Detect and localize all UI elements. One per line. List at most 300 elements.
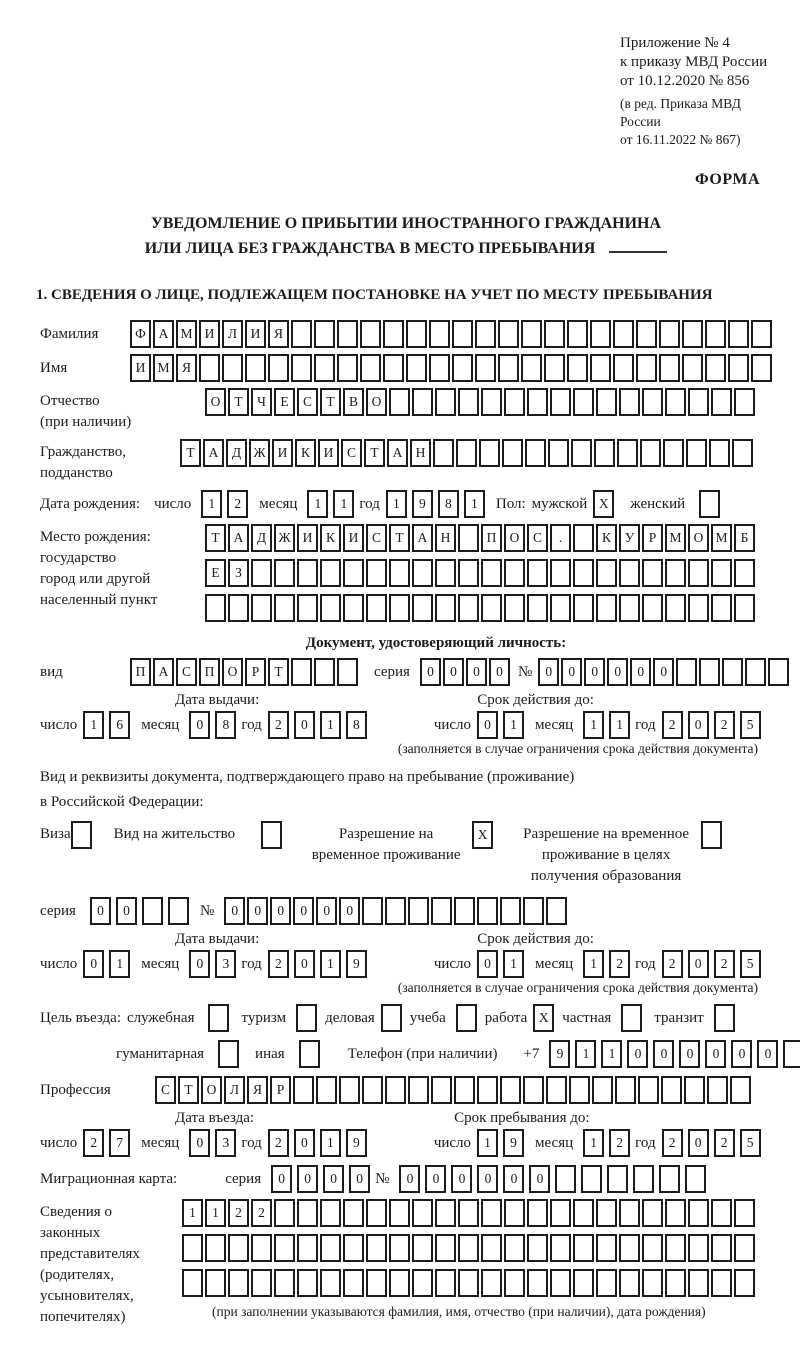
char-cell[interactable] [251,559,272,587]
char-cell[interactable] [274,1234,295,1262]
char-cell[interactable]: 0 [399,1165,420,1193]
char-cell[interactable]: 0 [538,658,559,686]
char-cell[interactable]: Ж [249,439,270,467]
char-cell[interactable] [205,1269,226,1297]
char-cell[interactable] [705,320,726,348]
char-cell[interactable]: 0 [294,950,315,978]
char-cell[interactable] [479,439,500,467]
char-cell[interactable] [617,439,638,467]
char-cell[interactable]: К [295,439,316,467]
char-cell[interactable]: Т [205,524,226,552]
char-cell[interactable] [709,439,730,467]
char-cell[interactable] [343,594,364,622]
char-cell[interactable]: 1 [201,490,222,518]
char-cell[interactable] [291,354,312,382]
char-cell[interactable]: 5 [740,711,761,739]
char-cell[interactable]: Р [245,658,266,686]
char-cell[interactable] [734,388,755,416]
char-cell[interactable] [544,320,565,348]
char-cell[interactable] [366,1269,387,1297]
char-cell[interactable]: 8 [346,711,367,739]
char-cell[interactable]: У [619,524,640,552]
char-cell[interactable] [615,1076,636,1104]
char-cell[interactable] [504,559,525,587]
char-cell[interactable] [458,1269,479,1297]
char-cell[interactable] [527,1199,548,1227]
char-cell[interactable] [619,1199,640,1227]
char-cell[interactable] [550,594,571,622]
char-cell[interactable] [343,1269,364,1297]
char-cell[interactable] [222,354,243,382]
char-cell[interactable] [320,594,341,622]
char-cell[interactable] [297,1199,318,1227]
char-cell[interactable] [385,1076,406,1104]
char-cell[interactable] [297,1269,318,1297]
char-cell[interactable] [458,524,479,552]
char-cell[interactable] [642,1269,663,1297]
char-cell[interactable]: 0 [584,658,605,686]
char-cell[interactable]: 2 [609,1129,630,1157]
char-cell[interactable] [676,658,697,686]
char-cell[interactable] [527,388,548,416]
char-cell[interactable] [633,1165,654,1193]
char-cell[interactable]: 8 [438,490,459,518]
char-cell[interactable]: 2 [227,490,248,518]
char-cell[interactable]: Е [274,388,295,416]
char-cell[interactable] [745,658,766,686]
char-cell[interactable]: 0 [529,1165,550,1193]
char-cell[interactable] [688,1199,709,1227]
char-cell[interactable]: Л [224,1076,245,1104]
char-cell[interactable] [458,594,479,622]
char-cell[interactable]: 2 [83,1129,104,1157]
char-cell[interactable]: 0 [189,1129,210,1157]
char-cell[interactable] [573,388,594,416]
char-cell[interactable] [596,1234,617,1262]
char-cell[interactable] [245,354,266,382]
char-cell[interactable] [619,594,640,622]
char-cell[interactable] [573,1234,594,1262]
char-cell[interactable] [429,354,450,382]
char-cell[interactable]: 0 [451,1165,472,1193]
char-cell[interactable]: Т [178,1076,199,1104]
checkbox-cell[interactable] [714,1004,735,1032]
char-cell[interactable] [555,1165,576,1193]
char-cell[interactable]: И [130,354,151,382]
char-cell[interactable] [523,897,544,925]
char-cell[interactable] [527,1269,548,1297]
char-cell[interactable] [527,594,548,622]
char-cell[interactable]: И [343,524,364,552]
char-cell[interactable] [435,388,456,416]
char-cell[interactable]: 2 [228,1199,249,1227]
char-cell[interactable] [732,439,753,467]
char-cell[interactable]: 5 [740,950,761,978]
char-cell[interactable]: Т [320,388,341,416]
char-cell[interactable] [638,1076,659,1104]
char-cell[interactable]: 0 [503,1165,524,1193]
char-cell[interactable]: М [153,354,174,382]
char-cell[interactable] [320,559,341,587]
char-cell[interactable] [596,1199,617,1227]
char-cell[interactable]: 2 [609,950,630,978]
checkbox-cell[interactable] [381,1004,402,1032]
char-cell[interactable] [452,320,473,348]
char-cell[interactable]: С [341,439,362,467]
char-cell[interactable] [500,897,521,925]
char-cell[interactable] [293,1076,314,1104]
checkbox-cell[interactable] [71,821,92,849]
char-cell[interactable] [734,1269,755,1297]
char-cell[interactable]: 9 [549,1040,570,1068]
char-cell[interactable] [360,354,381,382]
char-cell[interactable] [550,1234,571,1262]
char-cell[interactable] [274,1199,295,1227]
char-cell[interactable] [228,594,249,622]
char-cell[interactable]: О [504,524,525,552]
char-cell[interactable]: 2 [251,1199,272,1227]
char-cell[interactable] [343,559,364,587]
char-cell[interactable] [297,559,318,587]
char-cell[interactable] [297,1234,318,1262]
char-cell[interactable] [734,559,755,587]
char-cell[interactable]: 1 [575,1040,596,1068]
char-cell[interactable] [705,354,726,382]
char-cell[interactable] [688,1269,709,1297]
char-cell[interactable] [182,1234,203,1262]
char-cell[interactable] [389,559,410,587]
char-cell[interactable]: П [130,658,151,686]
char-cell[interactable] [366,559,387,587]
char-cell[interactable] [711,1199,732,1227]
char-cell[interactable] [728,354,749,382]
char-cell[interactable]: 2 [714,950,735,978]
char-cell[interactable] [682,320,703,348]
char-cell[interactable]: 1 [320,711,341,739]
char-cell[interactable]: Т [268,658,289,686]
char-cell[interactable]: Т [389,524,410,552]
char-cell[interactable] [412,1199,433,1227]
char-cell[interactable] [366,1234,387,1262]
char-cell[interactable] [475,354,496,382]
char-cell[interactable] [406,354,427,382]
char-cell[interactable] [481,388,502,416]
char-cell[interactable] [573,1199,594,1227]
char-cell[interactable] [619,388,640,416]
char-cell[interactable]: М [176,320,197,348]
char-cell[interactable] [642,559,663,587]
char-cell[interactable] [362,897,383,925]
char-cell[interactable]: 0 [270,897,291,925]
char-cell[interactable] [751,320,772,348]
char-cell[interactable] [707,1076,728,1104]
char-cell[interactable] [659,320,680,348]
char-cell[interactable] [569,1076,590,1104]
char-cell[interactable]: 0 [83,950,104,978]
char-cell[interactable] [502,439,523,467]
char-cell[interactable]: М [711,524,732,552]
char-cell[interactable]: 0 [425,1165,446,1193]
char-cell[interactable] [711,1269,732,1297]
char-cell[interactable] [573,559,594,587]
char-cell[interactable] [544,354,565,382]
char-cell[interactable] [596,388,617,416]
char-cell[interactable]: 1 [205,1199,226,1227]
char-cell[interactable]: 1 [477,1129,498,1157]
char-cell[interactable] [684,1076,705,1104]
char-cell[interactable]: Ф [130,320,151,348]
char-cell[interactable] [228,1269,249,1297]
char-cell[interactable] [699,658,720,686]
char-cell[interactable] [475,320,496,348]
char-cell[interactable]: 2 [714,711,735,739]
char-cell[interactable]: Я [247,1076,268,1104]
char-cell[interactable] [685,1165,706,1193]
char-cell[interactable]: С [297,388,318,416]
char-cell[interactable] [613,354,634,382]
char-cell[interactable] [571,439,592,467]
char-cell[interactable]: 9 [503,1129,524,1157]
char-cell[interactable] [477,897,498,925]
char-cell[interactable] [665,1234,686,1262]
char-cell[interactable]: Т [364,439,385,467]
checkbox-cell[interactable]: X [533,1004,554,1032]
char-cell[interactable] [525,439,546,467]
char-cell[interactable] [456,439,477,467]
char-cell[interactable] [682,354,703,382]
char-cell[interactable]: К [320,524,341,552]
char-cell[interactable]: 1 [307,490,328,518]
char-cell[interactable] [481,1199,502,1227]
char-cell[interactable] [343,1234,364,1262]
char-cell[interactable]: 1 [503,950,524,978]
char-cell[interactable] [431,897,452,925]
char-cell[interactable] [665,1199,686,1227]
char-cell[interactable] [435,1199,456,1227]
char-cell[interactable]: 6 [109,711,130,739]
char-cell[interactable] [389,388,410,416]
char-cell[interactable] [659,1165,680,1193]
char-cell[interactable]: 0 [627,1040,648,1068]
char-cell[interactable] [550,1199,571,1227]
char-cell[interactable] [642,388,663,416]
char-cell[interactable]: 2 [662,711,683,739]
char-cell[interactable] [665,559,686,587]
char-cell[interactable] [573,524,594,552]
char-cell[interactable] [481,594,502,622]
char-cell[interactable]: А [153,320,174,348]
char-cell[interactable]: 0 [90,897,111,925]
char-cell[interactable] [205,1234,226,1262]
char-cell[interactable] [383,320,404,348]
char-cell[interactable]: И [318,439,339,467]
char-cell[interactable] [452,354,473,382]
char-cell[interactable] [665,594,686,622]
char-cell[interactable] [642,1234,663,1262]
char-cell[interactable] [343,1199,364,1227]
char-cell[interactable] [504,1199,525,1227]
char-cell[interactable]: 0 [653,1040,674,1068]
char-cell[interactable] [636,354,657,382]
char-cell[interactable]: 1 [503,711,524,739]
char-cell[interactable] [454,1076,475,1104]
char-cell[interactable]: П [481,524,502,552]
checkbox-cell[interactable] [299,1040,320,1068]
char-cell[interactable]: 1 [320,1129,341,1157]
char-cell[interactable] [711,594,732,622]
char-cell[interactable] [412,594,433,622]
char-cell[interactable]: 2 [268,950,289,978]
char-cell[interactable] [251,594,272,622]
char-cell[interactable] [521,320,542,348]
char-cell[interactable]: 0 [679,1040,700,1068]
char-cell[interactable]: 1 [601,1040,622,1068]
checkbox-cell[interactable] [621,1004,642,1032]
char-cell[interactable]: Т [228,388,249,416]
char-cell[interactable] [251,1234,272,1262]
char-cell[interactable]: 0 [688,1129,709,1157]
char-cell[interactable]: Я [268,320,289,348]
char-cell[interactable] [498,354,519,382]
char-cell[interactable]: 0 [339,897,360,925]
char-cell[interactable]: 0 [116,897,137,925]
char-cell[interactable] [454,897,475,925]
char-cell[interactable] [636,320,657,348]
char-cell[interactable] [412,559,433,587]
char-cell[interactable]: А [203,439,224,467]
char-cell[interactable]: 0 [247,897,268,925]
char-cell[interactable] [734,1199,755,1227]
char-cell[interactable] [734,594,755,622]
char-cell[interactable]: 0 [607,658,628,686]
char-cell[interactable] [504,1269,525,1297]
char-cell[interactable] [481,559,502,587]
char-cell[interactable]: Е [205,559,226,587]
char-cell[interactable] [607,1165,628,1193]
char-cell[interactable] [665,388,686,416]
checkbox-cell[interactable]: X [472,821,493,849]
char-cell[interactable]: А [153,658,174,686]
char-cell[interactable] [619,1269,640,1297]
char-cell[interactable] [590,354,611,382]
char-cell[interactable] [596,559,617,587]
char-cell[interactable] [199,354,220,382]
char-cell[interactable]: 2 [662,1129,683,1157]
char-cell[interactable]: И [199,320,220,348]
char-cell[interactable]: О [205,388,226,416]
char-cell[interactable]: А [228,524,249,552]
char-cell[interactable] [481,1234,502,1262]
char-cell[interactable]: 2 [714,1129,735,1157]
char-cell[interactable]: . [550,524,571,552]
char-cell[interactable] [596,594,617,622]
char-cell[interactable]: Д [251,524,272,552]
char-cell[interactable] [182,1269,203,1297]
char-cell[interactable] [688,559,709,587]
char-cell[interactable]: 0 [443,658,464,686]
checkbox-cell[interactable] [261,821,282,849]
char-cell[interactable] [274,1269,295,1297]
char-cell[interactable] [550,1269,571,1297]
char-cell[interactable]: 0 [271,1165,292,1193]
char-cell[interactable] [573,594,594,622]
char-cell[interactable] [688,388,709,416]
char-cell[interactable]: 1 [333,490,354,518]
char-cell[interactable]: А [387,439,408,467]
char-cell[interactable] [389,594,410,622]
char-cell[interactable] [527,559,548,587]
char-cell[interactable] [314,320,335,348]
char-cell[interactable] [521,354,542,382]
char-cell[interactable] [730,1076,751,1104]
char-cell[interactable] [548,439,569,467]
char-cell[interactable]: С [176,658,197,686]
char-cell[interactable] [337,658,358,686]
char-cell[interactable] [711,1234,732,1262]
char-cell[interactable]: 0 [688,950,709,978]
char-cell[interactable] [688,1234,709,1262]
char-cell[interactable] [314,354,335,382]
char-cell[interactable]: 0 [323,1165,344,1193]
char-cell[interactable] [320,1234,341,1262]
char-cell[interactable]: З [228,559,249,587]
char-cell[interactable]: О [366,388,387,416]
char-cell[interactable]: Л [222,320,243,348]
char-cell[interactable] [613,320,634,348]
char-cell[interactable]: 0 [731,1040,752,1068]
char-cell[interactable] [458,388,479,416]
char-cell[interactable]: 0 [316,897,337,925]
char-cell[interactable]: 0 [477,1165,498,1193]
char-cell[interactable]: 0 [224,897,245,925]
char-cell[interactable] [619,559,640,587]
char-cell[interactable] [711,559,732,587]
char-cell[interactable] [362,1076,383,1104]
char-cell[interactable]: В [343,388,364,416]
char-cell[interactable]: А [412,524,433,552]
char-cell[interactable] [659,354,680,382]
char-cell[interactable] [567,320,588,348]
char-cell[interactable]: О [688,524,709,552]
char-cell[interactable]: К [596,524,617,552]
char-cell[interactable]: 0 [294,1129,315,1157]
char-cell[interactable]: 2 [268,711,289,739]
char-cell[interactable]: 0 [294,711,315,739]
char-cell[interactable] [320,1269,341,1297]
char-cell[interactable]: 0 [489,658,510,686]
char-cell[interactable] [783,1040,800,1068]
char-cell[interactable] [406,320,427,348]
char-cell[interactable] [429,320,450,348]
checkbox-cell[interactable] [218,1040,239,1068]
char-cell[interactable] [722,658,743,686]
char-cell[interactable]: 0 [293,897,314,925]
char-cell[interactable] [751,354,772,382]
char-cell[interactable] [619,1234,640,1262]
char-cell[interactable] [366,1199,387,1227]
char-cell[interactable] [408,897,429,925]
char-cell[interactable]: С [155,1076,176,1104]
char-cell[interactable]: 2 [662,950,683,978]
char-cell[interactable] [268,354,289,382]
char-cell[interactable] [550,559,571,587]
char-cell[interactable] [297,594,318,622]
char-cell[interactable] [412,1234,433,1262]
char-cell[interactable] [504,594,525,622]
char-cell[interactable] [523,1076,544,1104]
checkbox-cell[interactable] [208,1004,229,1032]
char-cell[interactable] [527,1234,548,1262]
